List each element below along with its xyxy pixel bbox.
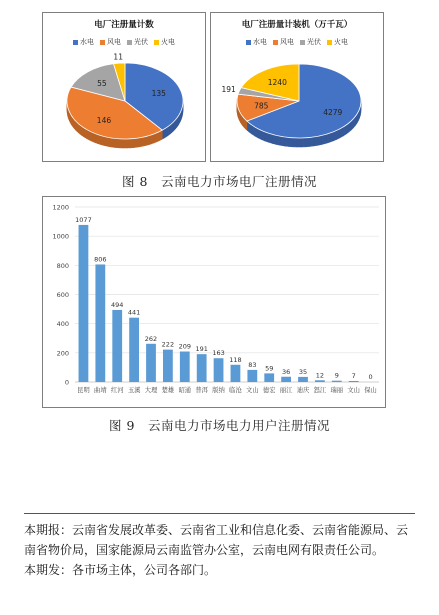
bar-1 bbox=[95, 264, 105, 382]
pie-value-label-2: 55 bbox=[97, 78, 107, 88]
bar-7 bbox=[197, 354, 207, 382]
bar-value-label-6: 209 bbox=[178, 342, 191, 351]
y-tick-label: 0 bbox=[64, 378, 69, 387]
x-tick-label-12: 丽江 bbox=[279, 387, 293, 394]
pie-legend-capacity bbox=[211, 37, 383, 47]
bar-5 bbox=[163, 350, 173, 382]
figure-8-caption: 图 8 云南电力市场电厂注册情况 bbox=[122, 174, 317, 189]
bar-10 bbox=[247, 370, 257, 382]
report-to-text: 云南省发展改革委、云南省工业和信息化委、云南省能源局、云南省物价局，国家能源局云南监管办公室，云南电网有限责任公司。 bbox=[24, 523, 409, 557]
x-tick-label-2: 红河 bbox=[110, 387, 124, 394]
x-tick-label-0: 昆明 bbox=[77, 387, 90, 394]
pie-legend-count bbox=[43, 37, 205, 47]
x-tick-label-7: 普洱 bbox=[195, 387, 208, 394]
legend-item-solar: 光伏 bbox=[300, 37, 321, 47]
bar-3 bbox=[129, 318, 139, 382]
x-tick-label-11: 德宏 bbox=[262, 387, 276, 394]
bar-value-label-17: 0 bbox=[368, 373, 373, 381]
bar-value-label-5: 222 bbox=[161, 340, 175, 349]
y-tick-label: 200 bbox=[56, 349, 69, 358]
x-tick-label-16: 文山 bbox=[347, 387, 360, 394]
bar-value-label-11: 59 bbox=[265, 364, 274, 373]
pie-title-count: 电厂注册量计数 bbox=[94, 20, 154, 30]
bar-value-label-14: 12 bbox=[315, 371, 325, 380]
legend-item-thermal: 火电 bbox=[327, 37, 348, 47]
x-tick-label-9: 临沧 bbox=[229, 387, 242, 394]
footer-divider bbox=[24, 513, 415, 514]
bar-value-label-9: 118 bbox=[229, 355, 242, 364]
legend-item-hydro: 水电 bbox=[73, 37, 94, 47]
send-to-line bbox=[24, 560, 409, 580]
x-tick-label-4: 大理 bbox=[144, 387, 158, 394]
bar-panel bbox=[42, 196, 386, 408]
pie-value-label-1: 146 bbox=[96, 116, 112, 126]
y-tick-label: 400 bbox=[56, 320, 69, 329]
y-tick-label: 1200 bbox=[52, 203, 69, 212]
report-to-label: 本期报： bbox=[24, 523, 73, 537]
bar-value-label-12: 36 bbox=[281, 367, 291, 376]
figure-9-caption: 图 9 云南电力市场电力用户注册情况 bbox=[109, 418, 330, 433]
x-tick-label-3: 玉溪 bbox=[127, 387, 141, 394]
x-tick-label-15: 瑞丽 bbox=[330, 387, 344, 394]
bar-6 bbox=[180, 352, 190, 382]
pie-chart-capacity bbox=[211, 51, 383, 161]
pie-panel-capacity bbox=[210, 12, 384, 162]
y-tick-label: 600 bbox=[56, 291, 69, 299]
x-tick-label-13: 迪庆 bbox=[296, 387, 310, 394]
footer bbox=[24, 520, 409, 580]
bar-value-label-2: 494 bbox=[111, 300, 124, 309]
legend-item-wind: 风电 bbox=[100, 37, 121, 47]
bar-0 bbox=[79, 225, 89, 382]
bar-9 bbox=[231, 365, 241, 382]
report-to-line bbox=[24, 520, 409, 560]
bar-14 bbox=[315, 380, 325, 382]
x-tick-label-5: 楚雄 bbox=[161, 387, 175, 394]
bar-value-label-10: 83 bbox=[248, 360, 257, 369]
send-to-text: 各市场主体，公司各部门。 bbox=[72, 563, 217, 577]
bar-value-label-1: 806 bbox=[94, 255, 107, 264]
y-tick-label: 1000 bbox=[52, 232, 69, 241]
x-tick-label-1: 曲靖 bbox=[94, 387, 107, 394]
bar-value-label-15: 9 bbox=[334, 371, 339, 380]
x-tick-label-10: 文山 bbox=[246, 387, 259, 394]
x-tick-label-6: 昭通 bbox=[178, 387, 192, 394]
bar-11 bbox=[264, 373, 274, 382]
bar-12 bbox=[281, 377, 291, 382]
pie-value-label-0: 135 bbox=[151, 88, 166, 98]
bar-value-label-0: 1077 bbox=[75, 215, 92, 224]
bar-value-label-3: 441 bbox=[127, 308, 141, 317]
bar-2 bbox=[112, 310, 122, 382]
bar-value-label-13: 35 bbox=[298, 367, 308, 376]
pie-title-capacity: 电厂注册量计装机（万千瓦） bbox=[241, 20, 353, 30]
pie-chart-count bbox=[43, 51, 205, 161]
pie-value-label-2: 191 bbox=[221, 84, 236, 94]
bar-8 bbox=[214, 358, 224, 382]
x-tick-label-17: 保山 bbox=[364, 387, 377, 394]
legend-item-solar: 光伏 bbox=[127, 37, 148, 47]
pie-value-label-3: 11 bbox=[113, 52, 123, 62]
bar-value-label-16: 7 bbox=[351, 371, 356, 380]
bar-value-label-7: 191 bbox=[195, 345, 208, 354]
legend-item-wind: 风电 bbox=[273, 37, 294, 47]
legend-item-thermal: 火电 bbox=[154, 37, 175, 47]
bar-value-label-4: 262 bbox=[144, 334, 158, 343]
bar-15 bbox=[332, 381, 342, 382]
y-tick-label: 800 bbox=[56, 261, 69, 270]
bar-16 bbox=[349, 381, 359, 382]
bar-13 bbox=[298, 377, 308, 382]
x-tick-label-14: 怒江 bbox=[313, 387, 327, 394]
legend-item-hydro: 水电 bbox=[246, 37, 267, 47]
bar-chart-users bbox=[43, 197, 385, 407]
pie-value-label-3: 1240 bbox=[267, 78, 287, 88]
pie-value-label-1: 785 bbox=[254, 101, 269, 111]
bar-4 bbox=[146, 344, 156, 382]
pie-panel-count bbox=[42, 12, 206, 162]
pie-value-label-0: 4279 bbox=[323, 107, 343, 117]
x-tick-label-8: 版纳 bbox=[212, 387, 225, 394]
send-to-label: 本期发： bbox=[24, 563, 73, 577]
bar-value-label-8: 163 bbox=[212, 349, 225, 358]
